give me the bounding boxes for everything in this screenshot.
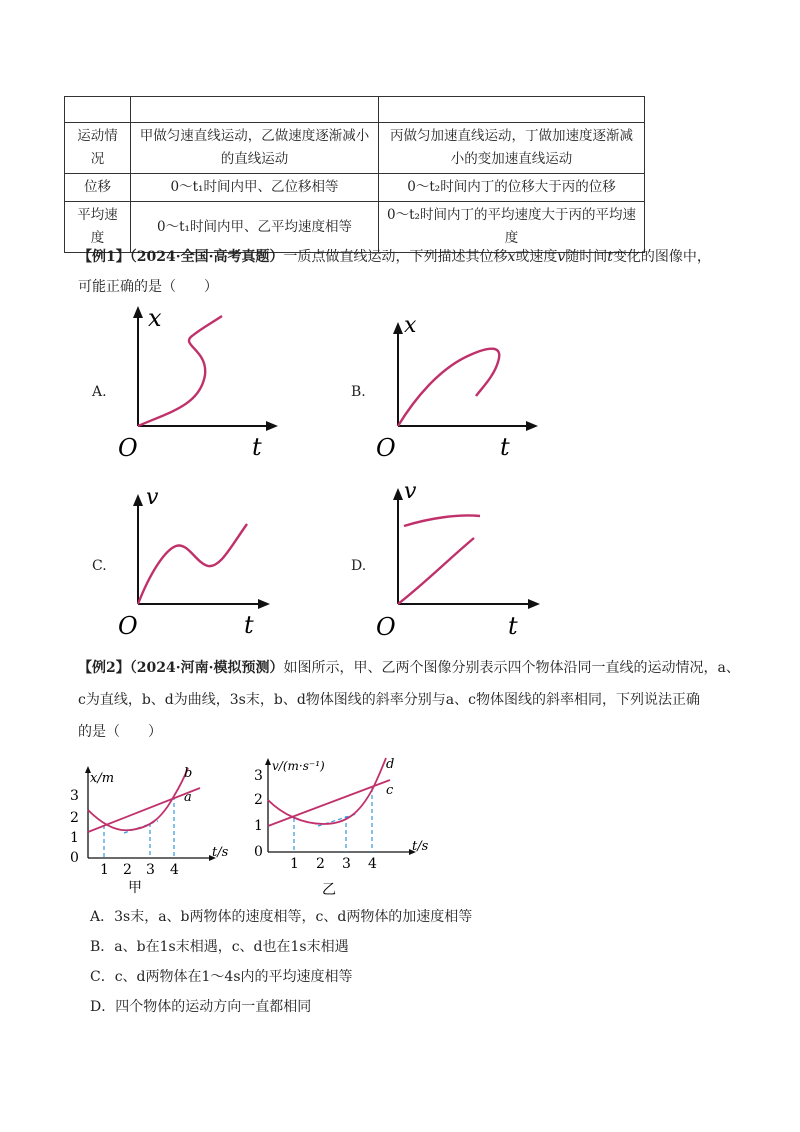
y-axis-label: x/m xyxy=(90,771,115,786)
x-tick: 1 xyxy=(290,856,299,872)
option-d-letter: D. xyxy=(351,558,367,574)
option-a-letter: A. xyxy=(92,384,107,400)
table-cell xyxy=(131,97,379,123)
origin-label: O xyxy=(118,434,138,462)
table-cell: 0～t₁时间内甲、乙位移相等 xyxy=(131,174,379,202)
table-cell: 平均速度 xyxy=(65,202,131,253)
arrow-icon xyxy=(528,599,540,609)
table-cell: 0～t₂时间内丁的位移大于丙的位移 xyxy=(379,174,645,202)
question-text: 随时间 xyxy=(565,249,608,265)
option-c-letter: C. xyxy=(92,558,107,574)
x-axis-label: t xyxy=(244,611,254,639)
choice-b: B．a、b在1s末相遇，c、d也在1s末相遇 xyxy=(90,939,349,955)
option-a-graph xyxy=(110,300,290,470)
example2-question-line3: 的是（ ） xyxy=(78,724,162,740)
curve xyxy=(138,524,247,604)
var-x: x xyxy=(507,249,516,265)
table-cell: 0～t₂时间内丁的平均速度大于丙的平均速度 xyxy=(379,202,645,253)
table-cell: 甲做匀速直线运动，乙做速度逐渐减小的直线运动 xyxy=(131,123,379,174)
option-b-graph xyxy=(370,300,550,470)
table-cell: 运动情况 xyxy=(65,123,131,174)
curve-label-a: a xyxy=(184,790,192,805)
table-cell: 位移 xyxy=(65,174,131,202)
y-tick: 0 xyxy=(254,844,263,860)
question-text: 变化的图像中， xyxy=(612,249,711,265)
arrow-icon xyxy=(526,421,538,431)
curve xyxy=(138,316,222,426)
x-tick: 4 xyxy=(170,862,179,878)
x-axis-label: t/s xyxy=(412,839,429,854)
x-tick: 3 xyxy=(342,856,351,872)
arrow-icon xyxy=(133,306,143,318)
x-tick: 2 xyxy=(123,862,132,878)
origin-label: O xyxy=(118,612,138,640)
y-tick: 2 xyxy=(254,792,263,808)
y-axis-label: x xyxy=(148,304,162,332)
x-tick: 2 xyxy=(316,856,325,872)
choice-c: C．c、d两物体在1～4s内的平均速度相等 xyxy=(90,969,353,985)
curve xyxy=(398,349,499,426)
y-tick: 2 xyxy=(70,810,79,826)
table-cell: 0～t₁时间内甲、乙平均速度相等 xyxy=(131,202,379,253)
example2-question xyxy=(78,657,740,679)
table-cell: 丙做匀加速直线运动，丁做加速度逐渐减小的变加速直线运动 xyxy=(379,123,645,174)
choice-a: A．3s末，a、b两物体的速度相等，c、d两物体的加速度相等 xyxy=(90,909,473,925)
option-d-graph xyxy=(370,478,550,648)
curve xyxy=(404,515,480,526)
question-text: 如图所示，甲、乙两个图像分别表示四个物体沿同一直线的运动情况，a、 xyxy=(283,660,740,676)
table-cell xyxy=(379,97,645,123)
var-t: t xyxy=(607,249,613,265)
arrow-icon xyxy=(265,758,271,765)
curve-label-b: b xyxy=(184,766,193,781)
graph-caption: 甲 xyxy=(128,880,142,895)
origin-label: O xyxy=(376,613,396,641)
x-tick: 3 xyxy=(146,862,155,878)
question-text: 一质点做直线运动，下列描述其位移 xyxy=(283,249,508,265)
var-v: v xyxy=(557,249,566,265)
table-row xyxy=(65,97,645,123)
arrow-icon xyxy=(133,494,143,506)
graph-yi xyxy=(252,752,432,900)
y-tick: 3 xyxy=(254,768,263,784)
x-axis-label: t/s xyxy=(212,845,229,860)
option-b-letter: B. xyxy=(351,384,366,400)
question-text: 或速度 xyxy=(515,249,558,265)
example1-question-line2: 可能正确的是（ ） xyxy=(78,279,218,295)
table-row xyxy=(65,174,645,202)
y-tick: 0 xyxy=(70,850,79,866)
arrow-icon xyxy=(393,488,403,500)
y-tick: 1 xyxy=(70,830,79,846)
curve-label-d: d xyxy=(386,757,395,772)
y-axis-label: v xyxy=(404,479,417,504)
y-tick: 1 xyxy=(254,818,263,834)
y-tick: 3 xyxy=(70,788,79,804)
example1-question xyxy=(78,246,711,268)
origin-label: O xyxy=(376,434,396,462)
example2-tag: 【例2】（2024·河南·模拟预测） xyxy=(78,660,284,676)
table-row xyxy=(65,202,645,253)
curve xyxy=(398,538,474,604)
choice-d: D．四个物体的运动方向一直都相同 xyxy=(90,999,312,1015)
example2-question-line2: c为直线，b、d为曲线，3s末，b、d物体图线的斜率分别与a、c物体图线的斜率相同，下列说法正确 xyxy=(78,692,700,708)
curve-label-c: c xyxy=(386,783,394,798)
option-c-graph xyxy=(110,478,290,648)
example1-tag: 【例1】（2024·全国·高考真题） xyxy=(78,249,284,265)
y-axis-label: v/(m·s⁻¹) xyxy=(272,759,325,773)
table-cell xyxy=(65,97,131,123)
table-row xyxy=(65,123,645,174)
arrow-icon xyxy=(266,421,278,431)
graph-caption: 乙 xyxy=(322,882,336,898)
y-axis-label: v xyxy=(146,485,159,510)
x-axis-label: t xyxy=(252,433,262,461)
x-tick: 1 xyxy=(100,862,109,878)
arrow-icon xyxy=(393,322,403,334)
arrow-icon xyxy=(258,599,270,609)
x-tick: 4 xyxy=(368,856,377,872)
comparison-table xyxy=(64,96,645,253)
graph-jia xyxy=(60,760,240,895)
x-axis-label: t xyxy=(508,612,518,640)
y-axis-label: x xyxy=(404,313,417,338)
x-axis-label: t xyxy=(500,433,510,461)
